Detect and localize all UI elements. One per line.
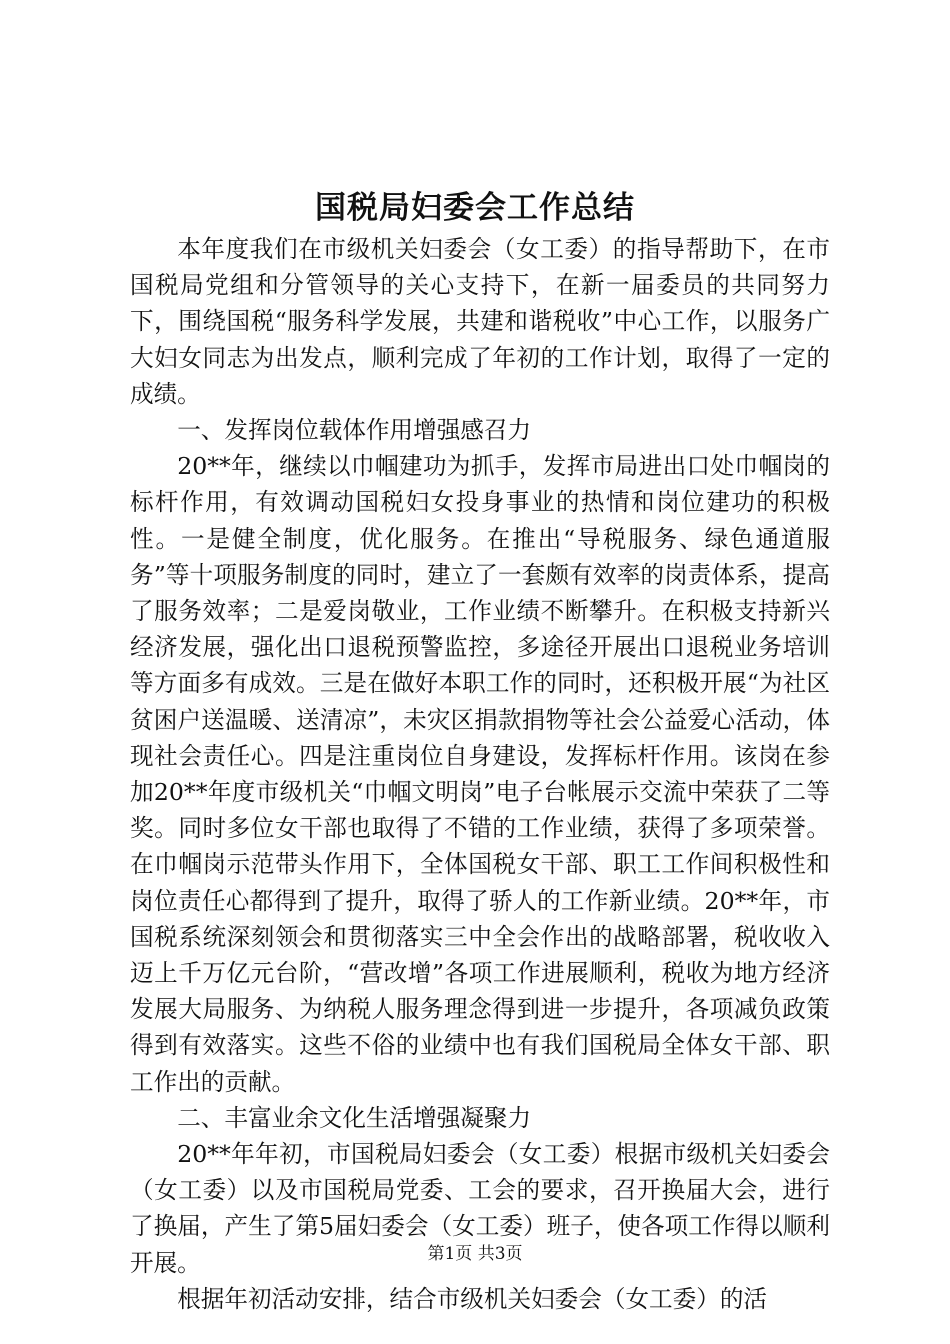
- section-heading-1: 一、发挥岗位载体作用增强感召力: [177, 416, 532, 445]
- paragraph-activities: 根据年初活动安排，结合市级机关妇委会（女工委）的活: [177, 1284, 768, 1313]
- section-heading-2: 二、丰富业余文化生活增强凝聚力: [177, 1103, 532, 1132]
- document-title: 国税局妇委会工作总结: [315, 190, 635, 226]
- page-footer: 第1页 共3页: [427, 1244, 523, 1264]
- paragraph-section-1: 20**年，继续以巾帼建功为抓手，发挥市局进出口处巾帼岗的标杆作用，有效调动国税妇女投身事业的热情和岗位建功的积极性。一是健全制度，优化服务。在推出“导税服务、绿色通道服务”等十项服务制度的同时，建立了一套颇有效率的岗责体系，提高了服务效率；二是爱岗敬业，工作业绩不断攀升。在积极支持新兴经济发展，强化出口退税预警监控，多途径开展出口退税业务培训等方面多有成效。三是在做好本职工作的同时，还积极开展“为社区贫困户送温暖、送清凉”，未灾区捐款捐物等社会公益爱心活动，体现社会责任心。四是注重岗位自身建设，发挥标杆作用。该岗在参加20**年度市级机关“巾帼文明岗”电子台帐展示交流中荣获了二等奖。同时多位女干部也取得了不错的工作业绩，获得了多项荣誉。在巾帼岗示范带头作用下，全体国税女干部、职工工作间积极性和岗位责任心都得到了提升，取得了骄人的工作新业绩。20**年，市国税系统深刻领会和贯彻落实三中全会作出的战略部署，税收收入迈上千万亿元台阶，“营改增”各项工作进展顺利，税收为地方经济发展大局服务、为纳税人服务理念得到进一步提升，各项减负政策得到有效落实。这些不俗的业绩中也有我们国税局全体女干部、职工作出的贡献。: [130, 452, 830, 1096]
- paragraph-section-2: 20**年年初，市国税局妇委会（女工委）根据市级机关妇委会（女工委）以及市国税局党委、工会的要求，召开换届大会，进行了换届，产生了第5届妇委会（女工委）班子，使各项工作得以顺利开展。: [130, 1140, 830, 1277]
- document-body: [130, 231, 830, 1317]
- paragraph-intro: 本年度我们在市级机关妇委会（女工委）的指导帮助下，在市国税局党组和分管领导的关心支持下，在新一届委员的共同努力下，围绕国税“服务科学发展，共建和谐税收”中心工作，以服务广大妇女同志为出发点，顺利完成了年初的工作计划，取得了一定的成绩。: [130, 235, 830, 408]
